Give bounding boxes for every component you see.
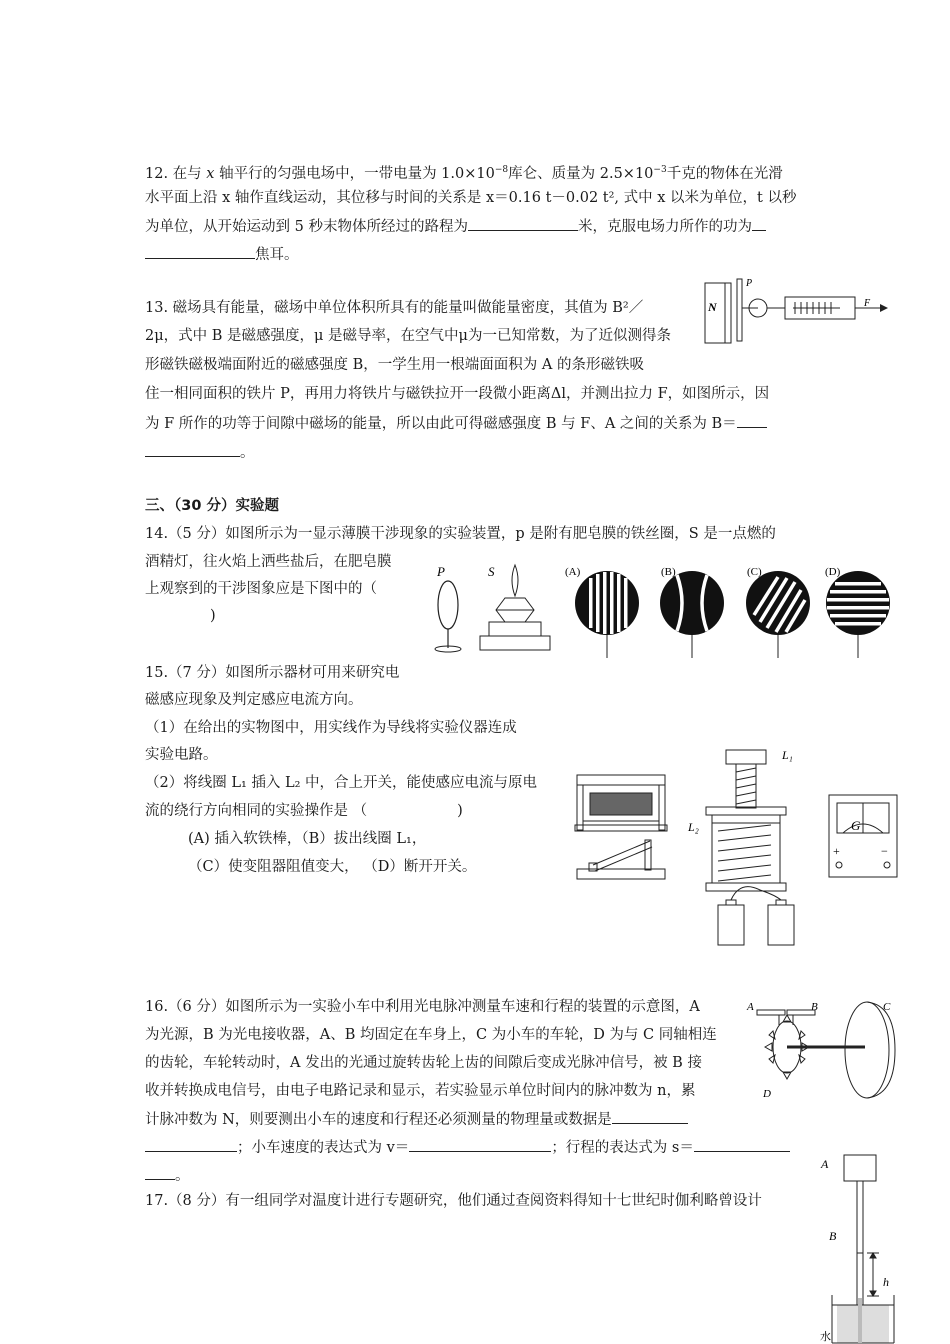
q16-answer-blank-1[interactable] xyxy=(612,1109,688,1124)
galvanometer-minus: − xyxy=(881,844,888,858)
q12-line4: 焦耳。 xyxy=(145,244,299,265)
q15-line1: 15.（7 分）如图所示器材可用来研究电 xyxy=(145,665,400,681)
galvanometer-plus: + xyxy=(833,844,840,858)
iron-piece xyxy=(737,279,742,341)
q13-line3: 形磁铁磁极端面附近的磁感强度 B，一学生用一根端面面积为 A 的条形磁铁吸 xyxy=(145,357,644,373)
q16-line2: 为光源，B 为光电接收器，A、B 均固定在车身上，C 为小车的车轮，D 为与 C 同轴相连 xyxy=(145,1027,717,1043)
q14-line3: 上观察到的干涉图象应是下图中的（ xyxy=(145,581,377,597)
q15-line6: 流的绕行方向相同的实验操作是 （ ) xyxy=(145,803,463,819)
q15-line2: 磁感应现象及判定感应电流方向。 xyxy=(145,692,363,708)
coil-l2 xyxy=(706,807,786,891)
q12-line1: 12. 在与 x 轴平行的匀强电场中，一带电量为 $1.0\times 10^{-8}$库仑、质量为 $2.5\times 10^{-3}$千克的物体在光滑 xyxy=(145,165,783,182)
q15-apparatus-figure xyxy=(575,745,905,950)
q13-line1: 13. 磁场具有能量，磁场中单位体积所具有的能量叫做能量密度，其值为 B²／ xyxy=(145,300,644,316)
q15-line7: (A) 插入软铁棒，（B）拔出线圈 L₁， xyxy=(188,831,427,847)
option-a-label: (A) xyxy=(565,566,581,578)
flame xyxy=(512,565,518,596)
q14-options-figure xyxy=(565,560,895,660)
section-3-heading: 三、（30 分）实验题 xyxy=(145,498,279,514)
magnet-n-label: N xyxy=(708,300,717,314)
q16-line1: 16.（6 分）如图所示为一实验小车中利用光电脉冲测量车速和行程的装置的示意图，A xyxy=(145,999,700,1015)
coil-l2-label: L₂ xyxy=(688,820,699,834)
q16-answer-blank-2[interactable] xyxy=(409,1137,551,1152)
q16-line6: ；小车速度的表达式为 v＝ ；行程的表达式为 s＝ xyxy=(145,1137,790,1158)
q16-line3: 的齿轮，车轮转动时，A 发出的光通过旋转齿轮上齿的间隙后变成光脉冲信号，被 B 接 xyxy=(145,1055,702,1071)
height-h-label: h xyxy=(883,1275,889,1289)
q15-line4: 实验电路。 xyxy=(145,747,218,763)
q13-line5: 为 F 所作的功等于间隙中磁场的能量，所以由此可得磁感强度 B 与 F、A 之间的关系为 B＝ xyxy=(145,413,767,434)
q13-line6: 。 xyxy=(145,442,255,463)
q17-line1: 17.（8 分）有一组同学对温度计进行专题研究，他们通过查阅资料得知十七世纪时伽利略曾设计 xyxy=(145,1193,762,1209)
coil-l1 xyxy=(726,750,766,808)
ring-p-label: P xyxy=(437,564,445,579)
q16-answer-blank-3[interactable] xyxy=(694,1137,790,1152)
q12-answer-blank-1[interactable] xyxy=(468,216,578,231)
q12-answer-blank-2[interactable] xyxy=(145,244,255,259)
q13-answer-blank[interactable] xyxy=(145,442,240,457)
q14-apparatus-figure xyxy=(430,560,550,660)
pattern-a xyxy=(575,571,639,658)
q15-line3: （1）在给出的实物图中，用实线作为导线将实验仪器连成 xyxy=(145,720,517,736)
q14-line4: ) xyxy=(210,608,216,624)
iron-p-label: P xyxy=(746,278,753,289)
pattern-b xyxy=(660,571,724,658)
pattern-c xyxy=(746,571,810,658)
q13-line4: 住一相同面积的铁片 P，再用力将铁片与磁铁拉开一段微小距离Δl，并测出拉力 F，如图所示，因 xyxy=(145,386,770,402)
pattern-d xyxy=(826,571,890,658)
q12-line2: 水平面上沿 x 轴作直线运动，其位移与时间的关系是 x＝0.16 t－0.02 t², 式中 x 以米为单位，t 以秒 xyxy=(145,190,797,206)
lamp-s-label: S xyxy=(488,564,495,579)
q13-line2: 2μ，式中 B 是磁感强度，μ 是磁导率，在空气中μ为一已知常数，为了近似测得条 xyxy=(145,328,671,344)
q12-number: 12. xyxy=(145,165,169,182)
option-c-label: (C) xyxy=(747,566,762,578)
q15-line8: （C）使变阻器阻值变大， （D）断开开关。 xyxy=(188,859,477,875)
gear-d-label: D xyxy=(763,1088,771,1100)
light-source xyxy=(757,1010,785,1015)
q16-line7: 。 xyxy=(145,1165,190,1186)
q14-line1: 14.（5 分）如图所示为一显示薄膜干涉现象的实验装置，p 是附有肥皂膜的铁丝圈，S 是一点燃的 xyxy=(145,526,776,542)
q12-line3: 为单位，从开始运动到 5 秒末物体所经过的路程为 米，克服电场力所作的功为 xyxy=(145,216,766,237)
option-b-label: (B) xyxy=(661,566,676,578)
galvanometer xyxy=(829,795,897,877)
q16-line5: 计脉冲数为 N，则要测出小车的速度和行程还必须测量的物理量或数据是 xyxy=(145,1109,688,1130)
q16-wheel-figure xyxy=(745,995,900,1105)
batteries xyxy=(718,887,794,945)
water-label: 水 xyxy=(820,1331,831,1343)
option-d-label: (D) xyxy=(825,566,841,578)
switch xyxy=(577,840,665,879)
wire-ring xyxy=(438,581,458,629)
q14-line2: 酒精灯，往火焰上洒些盐后，在肥皂膜 xyxy=(145,554,392,570)
coil-l1-label: L₁ xyxy=(782,748,793,762)
wheel-c-label: C xyxy=(883,1001,891,1013)
q16-line4: 收并转换成电信号，由电子电路记录和显示，若实验显示单位时间内的脉冲数为 n，累 xyxy=(145,1083,696,1099)
source-a-label: A xyxy=(747,1001,754,1013)
rheostat xyxy=(575,775,667,831)
thermo-bulb xyxy=(844,1155,876,1181)
force-f-label: F xyxy=(864,298,871,309)
tube-b-label: B xyxy=(829,1229,837,1243)
q17-thermometer-figure xyxy=(815,1150,915,1344)
bulb-a-label: A xyxy=(821,1157,829,1171)
q13-magnet-figure xyxy=(700,275,890,350)
galvanometer-g-label: G xyxy=(851,818,861,833)
q15-line5: （2）将线圈 L₁ 插入 L₂ 中，合上开关，能使感应电流与原电 xyxy=(145,775,538,791)
receiver-b-label: B xyxy=(811,1001,818,1013)
wheel xyxy=(845,1002,895,1098)
